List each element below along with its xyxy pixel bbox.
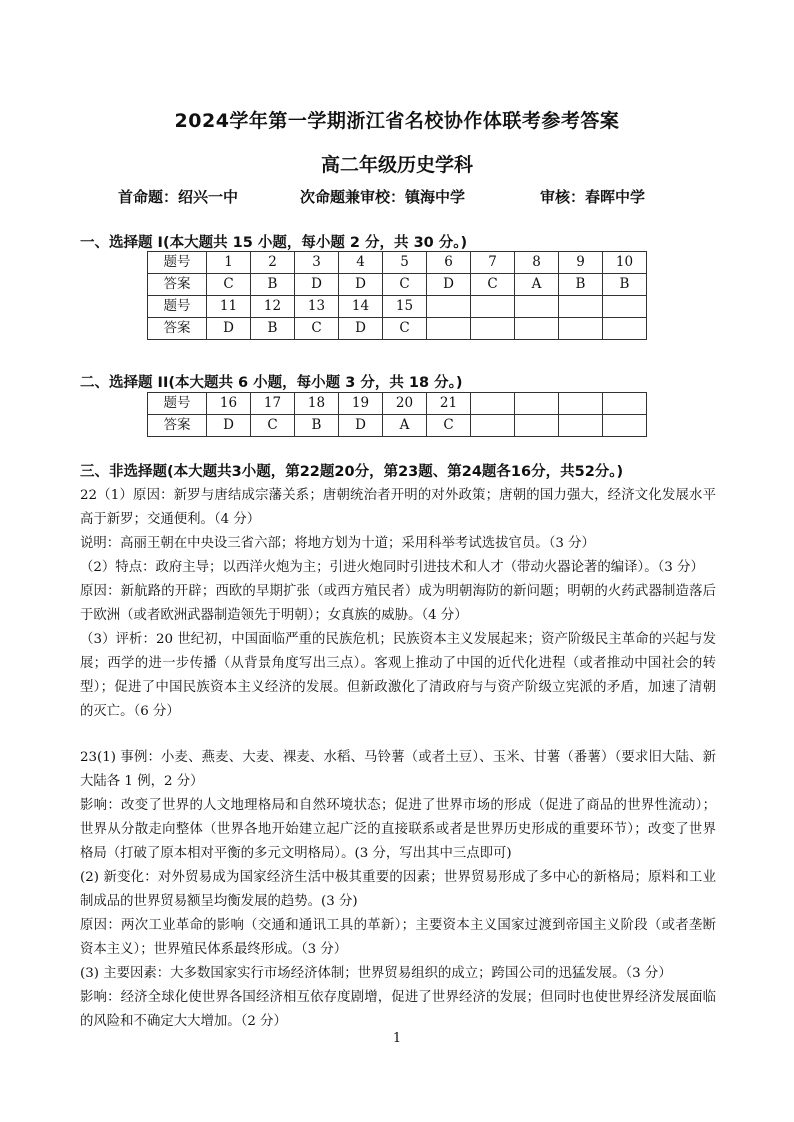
answer-cell: A: [515, 274, 559, 296]
answer-cell: C: [295, 318, 339, 340]
row-label: 答案: [148, 274, 207, 296]
answer-cell: D: [207, 415, 251, 437]
question-number: 9: [559, 252, 603, 274]
answer-cell: A: [383, 415, 427, 437]
answer-paragraph: （3）评析：20 世纪初，中国面临严重的民族危机；民族资本主义发展起来；资产阶级民主革命的兴起与发展；西学的进一步传播（从背景角度写出三点）。客观上推动了中国的近代化进程（或者推动中国社会的转型）；促进了中国民族资本主义经济的发展。但新政激化了清政府与与资产阶级立宪派的矛盾，加速了清朝的灭亡。（6 分）: [80, 632, 716, 719]
empty-cell: [559, 296, 603, 318]
empty-cell: [603, 415, 647, 437]
question-number: 11: [207, 296, 251, 318]
answer-paragraph: 影响：改变了世界的人文地理格局和自然环境状态；促进了世界市场的形成（促进了商品的世界性流动）；世界从分散走向整体（世界各地开始建立起广泛的直接联系或者是世界历史形成的重要环节）；改变了世界格局（打破了原本相对平衡的多元文明格局）。(3 分，写出其中三点即可): [80, 798, 716, 861]
answer-paragraph: 原因：新航路的开辟；西欧的早期扩张（或西方殖民者）成为明朝海防的新问题；明朝的火药武器制造落后于欧洲（或者欧洲武器制造领先于明朝）；女真族的威胁。（4 分）: [80, 584, 716, 623]
table-row: [148, 318, 647, 340]
answer-cell: D: [207, 318, 251, 340]
question-number: 6: [427, 252, 471, 274]
empty-cell: [471, 415, 515, 437]
table-row: [148, 252, 647, 274]
empty-cell: [559, 393, 603, 415]
row-label: 答案: [148, 415, 207, 437]
section1-table: [147, 251, 647, 340]
second-setter: 次命题兼审校：镇海中学: [300, 188, 466, 206]
empty-cell: [603, 318, 647, 340]
question-number: 7: [471, 252, 515, 274]
question-number: 20: [383, 393, 427, 415]
empty-cell: [515, 318, 559, 340]
question-22-answers: [80, 484, 716, 724]
answer-cell: C: [383, 318, 427, 340]
empty-cell: [515, 415, 559, 437]
empty-cell: [427, 296, 471, 318]
answer-cell: B: [559, 274, 603, 296]
question-number: 8: [515, 252, 559, 274]
question-number: 3: [295, 252, 339, 274]
answer-cell: D: [295, 274, 339, 296]
empty-cell: [603, 296, 647, 318]
answer-cell: B: [603, 274, 647, 296]
table-row: [148, 415, 647, 437]
first-setter: 首命题：绍兴一中: [118, 188, 239, 206]
question-number: 19: [339, 393, 383, 415]
answer-cell: B: [295, 415, 339, 437]
question-number: 21: [427, 393, 471, 415]
section2-table: [147, 392, 647, 437]
answer-paragraph: 23(1) 事例：小麦、燕麦、大麦、裸麦、水稻、马铃薯（或者土豆）、玉米、甘薯（番薯）（要求旧大陆、新大陆各 1 例，2 分）: [80, 750, 716, 789]
subject-title: 高二年级历史学科: [320, 154, 473, 176]
section1-heading: 一、选择题 I(本大题共 15 小题，每小题 2 分，共 30 分。): [80, 235, 468, 251]
answer-paragraph: 说明：高丽王朝在中央设三省六部；将地方划为十道；采用科举考试选拔官员。（3 分）: [80, 536, 595, 551]
question-number: 13: [295, 296, 339, 318]
answer-cell: B: [251, 274, 295, 296]
table-row: [148, 296, 647, 318]
question-number: 16: [207, 393, 251, 415]
question-number: 12: [251, 296, 295, 318]
question-number: 1: [207, 252, 251, 274]
empty-cell: [559, 318, 603, 340]
empty-cell: [603, 393, 647, 415]
answer-cell: D: [427, 274, 471, 296]
section3-heading: 三、非选择题(本大题共3小题，第22题20分，第23题、第24题各16分，共52分。): [80, 464, 624, 480]
answer-paragraph: （2）特点：政府主导；以西洋火炮为主；引进火炮同时引进技术和人才（带动火器论著的编译）。（3 分）: [80, 560, 704, 575]
question-number: 5: [383, 252, 427, 274]
answer-cell: C: [427, 415, 471, 437]
answer-paragraph: 原因：两次工业革命的影响（交通和通讯工具的革新）；主要资本主义国家过渡到帝国主义阶段（或者垄断资本主义）；世界殖民体系最终形成。（3 分）: [80, 918, 716, 957]
table-row: [148, 274, 647, 296]
question-number: 2: [251, 252, 295, 274]
empty-cell: [515, 393, 559, 415]
empty-cell: [427, 318, 471, 340]
question-number: 17: [251, 393, 295, 415]
answer-paragraph: 影响：经济全球化使世界各国经济相互依存度剧增，促进了世界经济的发展；但同时也使世界经济发展面临的风险和不确定大大增加。（2 分）: [80, 990, 716, 1029]
answer-cell: C: [251, 415, 295, 437]
answer-paragraph: (3) 主要因素：大多数国家实行市场经济体制；世界贸易组织的成立；跨国公司的迅猛发展。（3 分）: [80, 966, 672, 981]
row-label: 题号: [148, 393, 207, 415]
answer-paragraph: (2) 新变化：对外贸易成为国家经济生活中极其重要的因素；世界贸易形成了多中心的新格局；原料和工业制成品的世界贸易额呈均衡发展的趋势。(3 分): [80, 870, 716, 909]
answer-cell: C: [471, 274, 515, 296]
empty-cell: [559, 415, 603, 437]
answer-cell: D: [339, 415, 383, 437]
answer-cell: D: [339, 274, 383, 296]
empty-cell: [515, 296, 559, 318]
question-23-answers: [80, 746, 716, 1034]
question-number: 10: [603, 252, 647, 274]
question-number: 18: [295, 393, 339, 415]
page-number: 1: [392, 1031, 402, 1046]
answer-cell: C: [383, 274, 427, 296]
table-row: [148, 393, 647, 415]
page-title: 2024学年第一学期浙江省名校协作体联考参考答案: [174, 110, 620, 132]
question-number: 15: [383, 296, 427, 318]
question-number: 4: [339, 252, 383, 274]
answer-paragraph: 22（1）原因：新罗与唐结成宗藩关系；唐朝统治者开明的对外政策；唐朝的国力强大，经济文化发展水平高于新罗；交通便利。（4 分）: [80, 488, 716, 527]
answer-cell: D: [339, 318, 383, 340]
empty-cell: [471, 393, 515, 415]
row-label: 题号: [148, 252, 207, 274]
answer-cell: B: [251, 318, 295, 340]
question-number: 14: [339, 296, 383, 318]
empty-cell: [471, 318, 515, 340]
answer-cell: C: [207, 274, 251, 296]
reviewer: 审核：春晖中学: [540, 188, 646, 206]
empty-cell: [471, 296, 515, 318]
credits-line: [118, 186, 718, 208]
section2-heading: 二、选择题 II(本大题共 6 小题，每小题 3 分，共 18 分。): [80, 375, 463, 391]
row-label: 答案: [148, 318, 207, 340]
row-label: 题号: [148, 296, 207, 318]
